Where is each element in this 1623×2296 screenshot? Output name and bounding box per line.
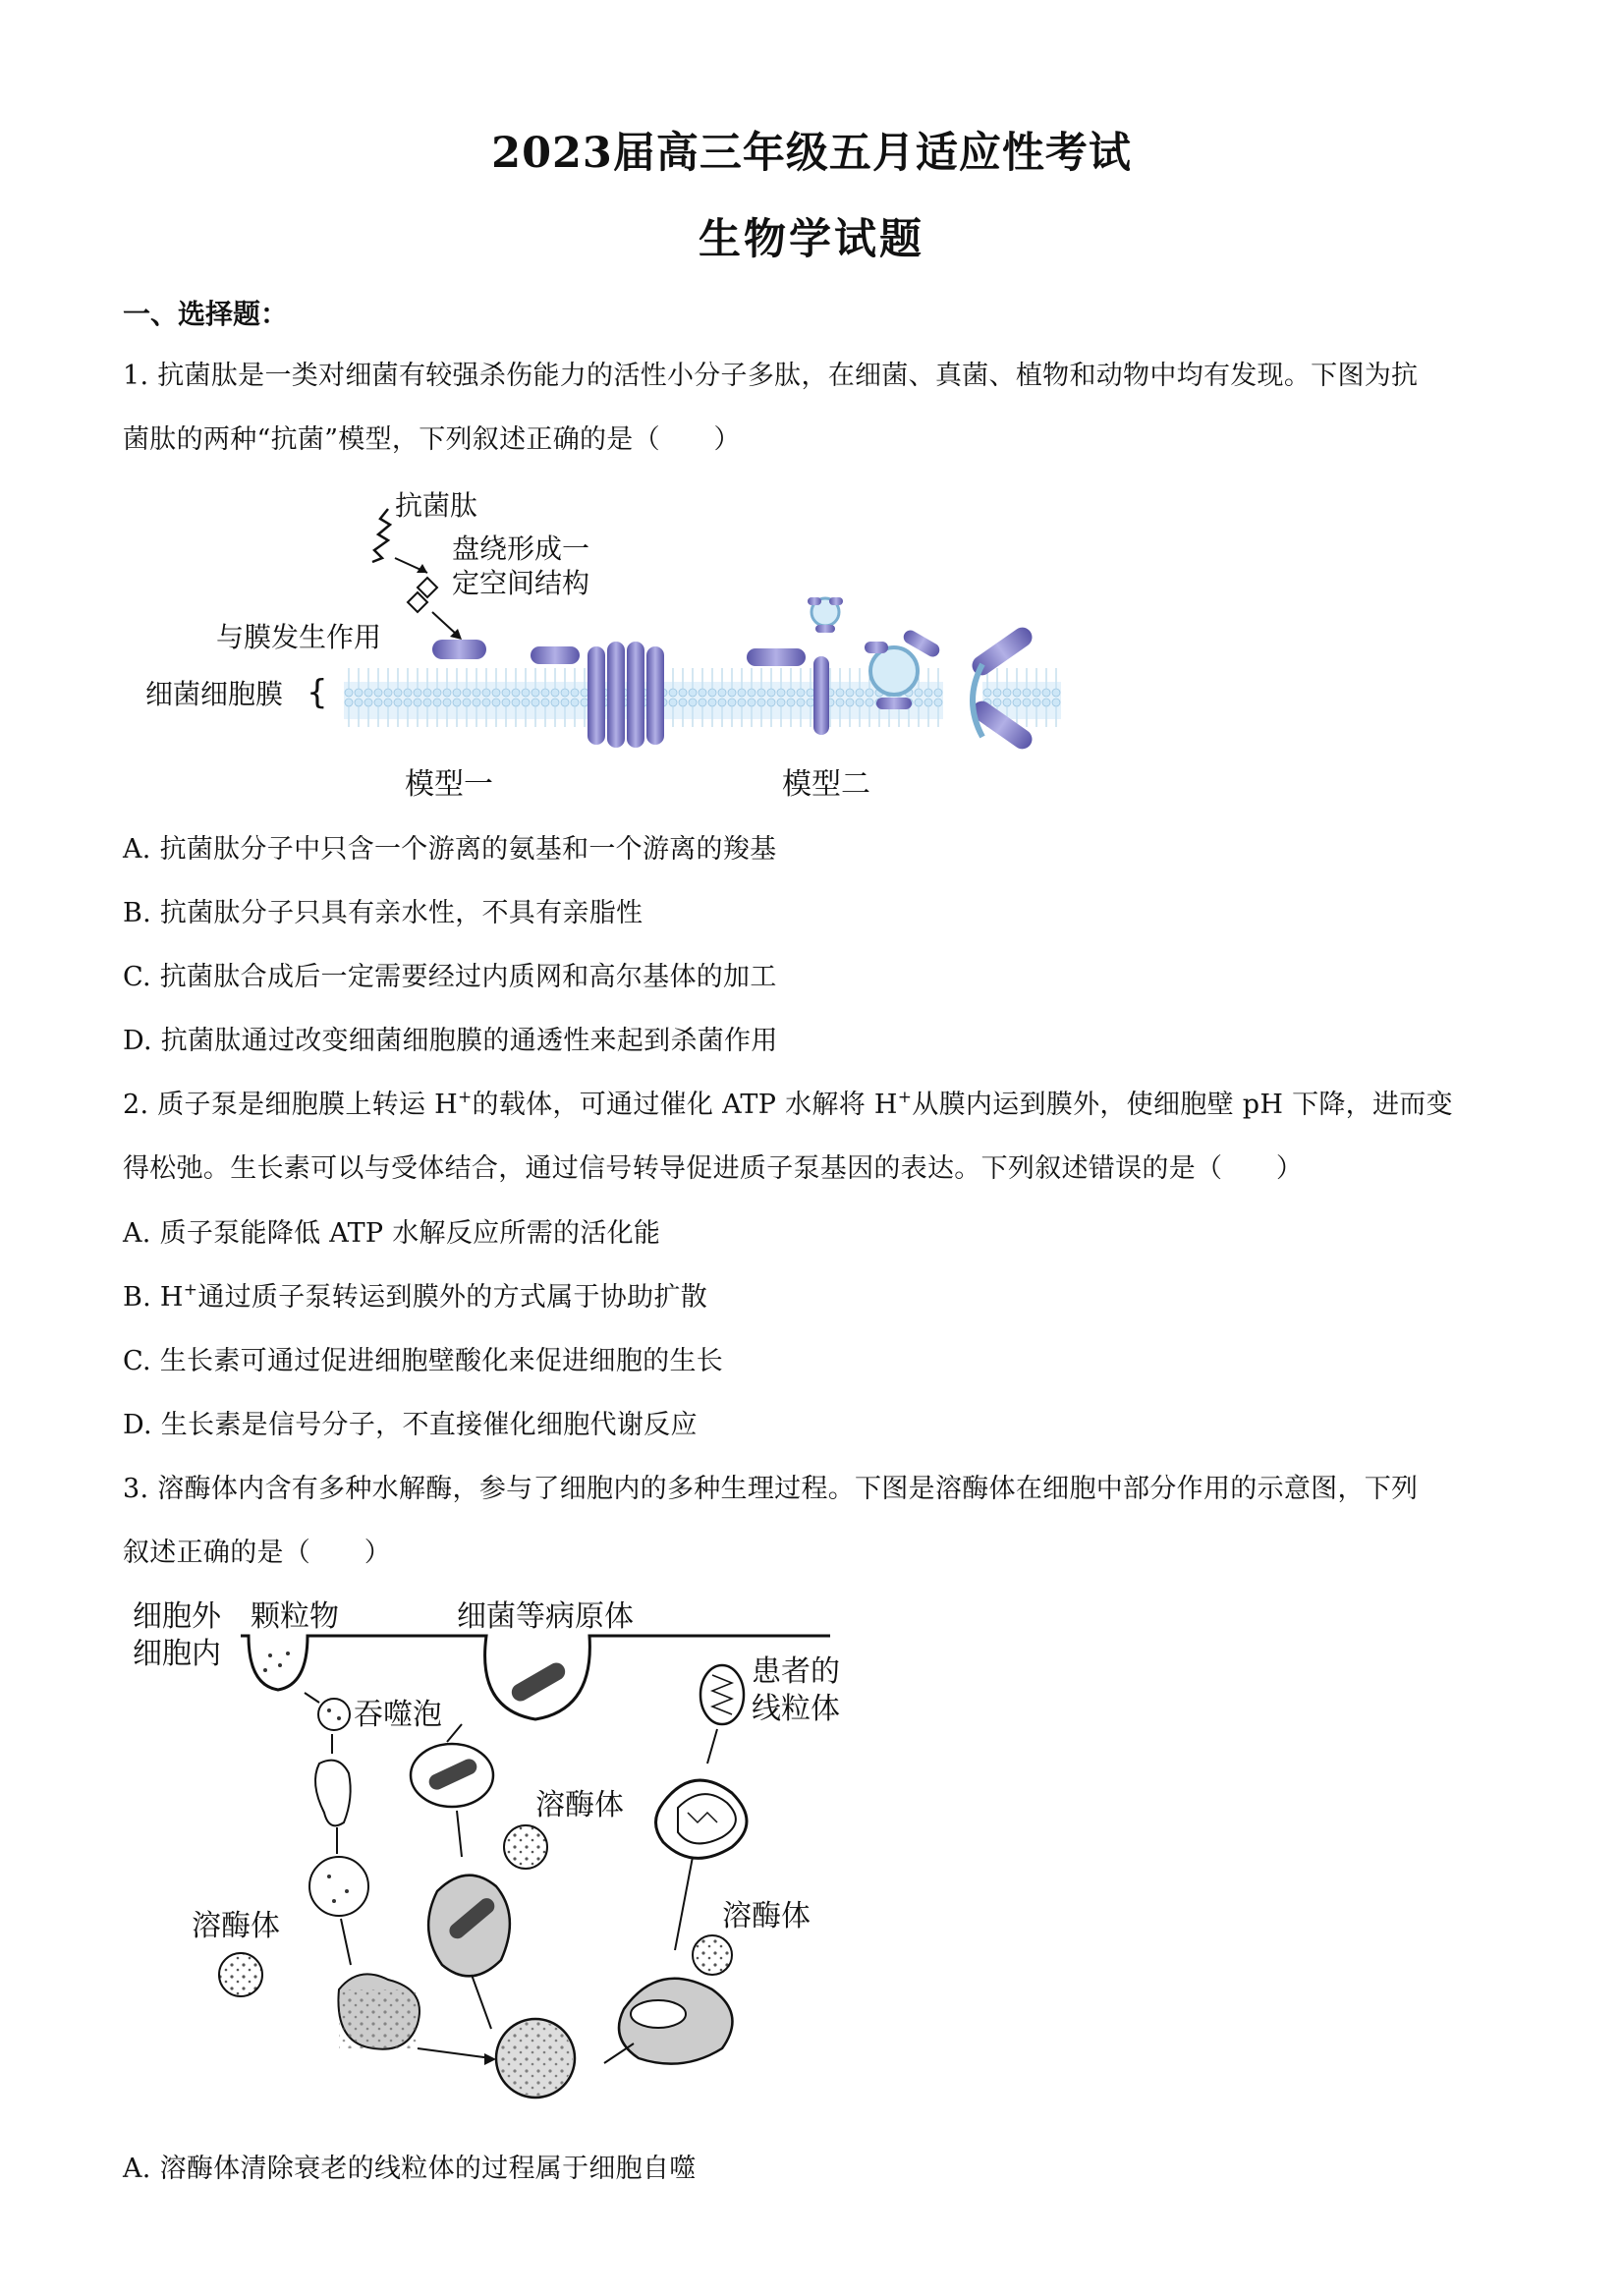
superscript-plus: + bbox=[183, 1280, 198, 1300]
exam-title: 2023届高三年级五月适应性考试 bbox=[491, 129, 1132, 178]
label-lyso2: 溶酶体 bbox=[535, 1788, 624, 1822]
label-model1: 模型一 bbox=[405, 767, 493, 802]
label-pathogen: 细菌等病原体 bbox=[457, 1599, 634, 1634]
q2-stem-part-b: 的载体，可通过催化 ATP 水解将 H bbox=[472, 1090, 898, 1120]
endosome bbox=[315, 1761, 351, 1826]
section-heading: 一、选择题： bbox=[123, 298, 289, 330]
q3-option-a: A. 溶酶体清除衰老的线粒体的过程属于细胞自噬 bbox=[123, 2154, 697, 2184]
q1-stem-line1: 1. 抗菌肽是一类对细菌有较强杀伤能力的活性小分子多肽，在细菌、真菌、植物和动物中均有发现。下图为抗 bbox=[123, 361, 1419, 391]
label-coil-2: 定空间结构 bbox=[452, 567, 590, 599]
late-endosome bbox=[309, 1857, 368, 1916]
superscript-plus: + bbox=[897, 1088, 913, 1107]
q1-option-a: A. 抗菌肽分子中只含一个游离的氨基和一个游离的羧基 bbox=[123, 834, 777, 865]
q3-stem-line2: 叙述正确的是（ ） bbox=[123, 1538, 391, 1568]
label-inside: 细胞内 bbox=[133, 1637, 221, 1671]
label-peptide: 抗菌肽 bbox=[395, 489, 478, 522]
coiled-peptide bbox=[408, 578, 437, 612]
label-particles: 颗粒物 bbox=[251, 1599, 339, 1634]
antimicrobial-peptide-figure bbox=[138, 479, 1081, 813]
label-lyso3: 溶酶体 bbox=[722, 1899, 811, 1933]
q2-stem-part-a: 2. 质子泵是细胞膜上转运 H bbox=[123, 1090, 458, 1120]
label-act: 与膜发生作用 bbox=[216, 621, 382, 653]
label-outside: 细胞外 bbox=[133, 1599, 221, 1634]
q2-option-b-text: 通过质子泵转运到膜外的方式属于协助扩散 bbox=[197, 1282, 708, 1313]
lysosome-2 bbox=[504, 1825, 547, 1869]
lysosome-figure bbox=[123, 1596, 869, 2107]
q2-option-b bbox=[123, 1275, 707, 1314]
peptide-chain bbox=[372, 509, 390, 562]
micelle-small bbox=[808, 597, 843, 633]
q1-stem-line2: 菌肽的两种“抗菌”模型，下列叙述正确的是（ ） bbox=[123, 424, 741, 455]
helix-surface bbox=[432, 640, 486, 659]
q2-option-a: A. 质子泵能降低 ATP 水解反应所需的活化能 bbox=[123, 1218, 661, 1249]
label-phagosome: 吞噬泡 bbox=[354, 1698, 442, 1732]
q2-option-c: C. 生长素可通过促进细胞壁酸化来促进细胞的生长 bbox=[123, 1346, 724, 1376]
q1-option-d: D. 抗菌肽通过改变细菌细胞膜的通透性来起到杀菌作用 bbox=[123, 1026, 778, 1056]
exam-subtitle: 生物学试题 bbox=[699, 215, 924, 264]
label-model2: 模型二 bbox=[782, 767, 870, 802]
q2-stem-line1 bbox=[123, 1083, 1453, 1121]
brace: { bbox=[307, 673, 328, 712]
lysosome-1 bbox=[219, 1953, 262, 1996]
q3-stem-line1: 3. 溶酶体内含有多种水解酶，参与了细胞内的多种生理过程。下图是溶酶体在细胞中部分作用的示意图，下列 bbox=[123, 1474, 1419, 1504]
label-membrane: 细菌细胞膜 bbox=[145, 678, 284, 710]
label-patient-2: 线粒体 bbox=[752, 1692, 840, 1726]
q1-option-b: B. 抗菌肽分子只具有亲水性，不具有亲脂性 bbox=[123, 898, 644, 928]
lysosome-3 bbox=[693, 1935, 732, 1975]
label-lyso1: 溶酶体 bbox=[192, 1909, 280, 1943]
q2-option-d: D. 生长素是信号分子，不直接催化细胞代谢反应 bbox=[123, 1410, 698, 1440]
q1-option-c: C. 抗菌肽合成后一定需要经过内质网和高尔基体的加工 bbox=[123, 962, 777, 992]
q2-stem-line2: 得松弛。生长素可以与受体结合，通过信号转导促进质子泵基因的表达。下列叙述错误的是（ ） bbox=[123, 1153, 1304, 1184]
phagosome-small bbox=[318, 1699, 350, 1730]
superscript-plus: + bbox=[457, 1088, 473, 1107]
label-patient-1: 患者的 bbox=[752, 1654, 840, 1689]
label-coil-1: 盘绕形成一 bbox=[452, 532, 590, 565]
q2-stem-part-c: 从膜内运到膜外，使细胞壁 pH 下降，进而变 bbox=[912, 1090, 1453, 1120]
q2-option-b-prefix: B. H bbox=[123, 1282, 184, 1313]
